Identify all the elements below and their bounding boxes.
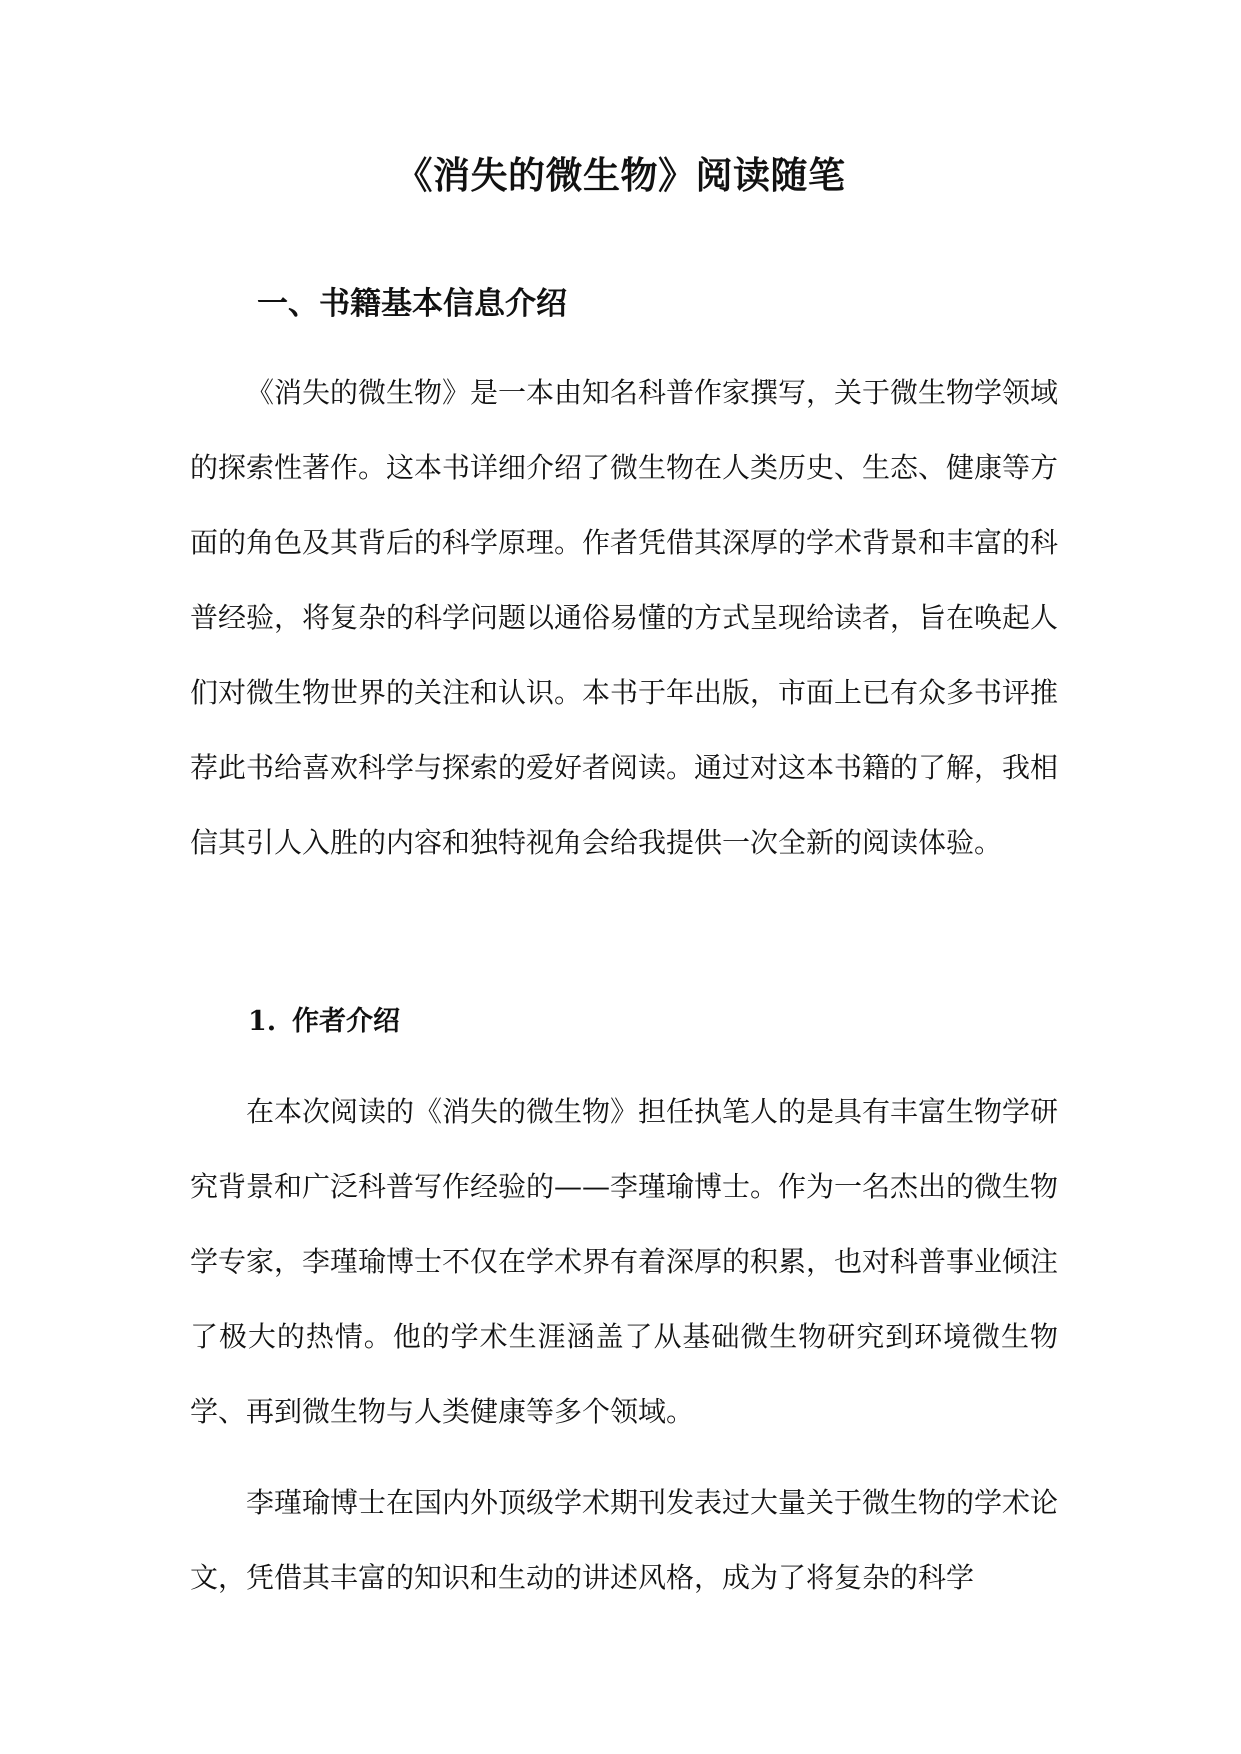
section-heading-book-info: 一、书籍基本信息介绍 (257, 286, 567, 322)
paragraph-author-publications: 李瑾瑜博士在国内外顶级学术期刊发表过大量关于微生物的学术论文，凭借其丰富的知识和生动的讲述风格，成为了将复杂的科学 (190, 1486, 1059, 1594)
document-title: 《消失的微生物》阅读随笔 (395, 153, 846, 197)
subsection-number: 1. (248, 1006, 277, 1037)
subsection-heading-author (248, 1002, 400, 1042)
paragraph-author-intro: 在本次阅读的《消失的微生物》担任执笔人的是具有丰富生物学研究背景和广泛科普写作经验的——李瑾瑜博士。作为一名杰出的微生物学专家，李瑾瑜博士不仅在学术界有着深厚的积累，也对科普事业倾注了极大的热情。他的学术生涯涵盖了从基础微生物研究到环境微生物学、再到微生物与人类健康等多个领域。 (190, 1095, 1059, 1428)
paragraph-book-info: 《消失的微生物》是一本由知名科普作家撰写，关于微生物学领域的探索性著作。这本书详细介绍了微生物在人类历史、生态、健康等方面的角色及其背后的科学原理。作者凭借其深厚的学术背景和丰富的科普经验，将复杂的科学问题以通俗易懂的方式呈现给读者，旨在唤起人们对微生物世界的关注和认识。本书于年出版，市面上已有众多书评推荐此书给喜欢科学与探索的爱好者阅读。通过对这本书籍的了解，我相信其引人入胜的内容和独特视角会给我提供一次全新的阅读体验。 (190, 376, 1059, 859)
subsection-title: 作者介绍 (292, 1006, 400, 1037)
